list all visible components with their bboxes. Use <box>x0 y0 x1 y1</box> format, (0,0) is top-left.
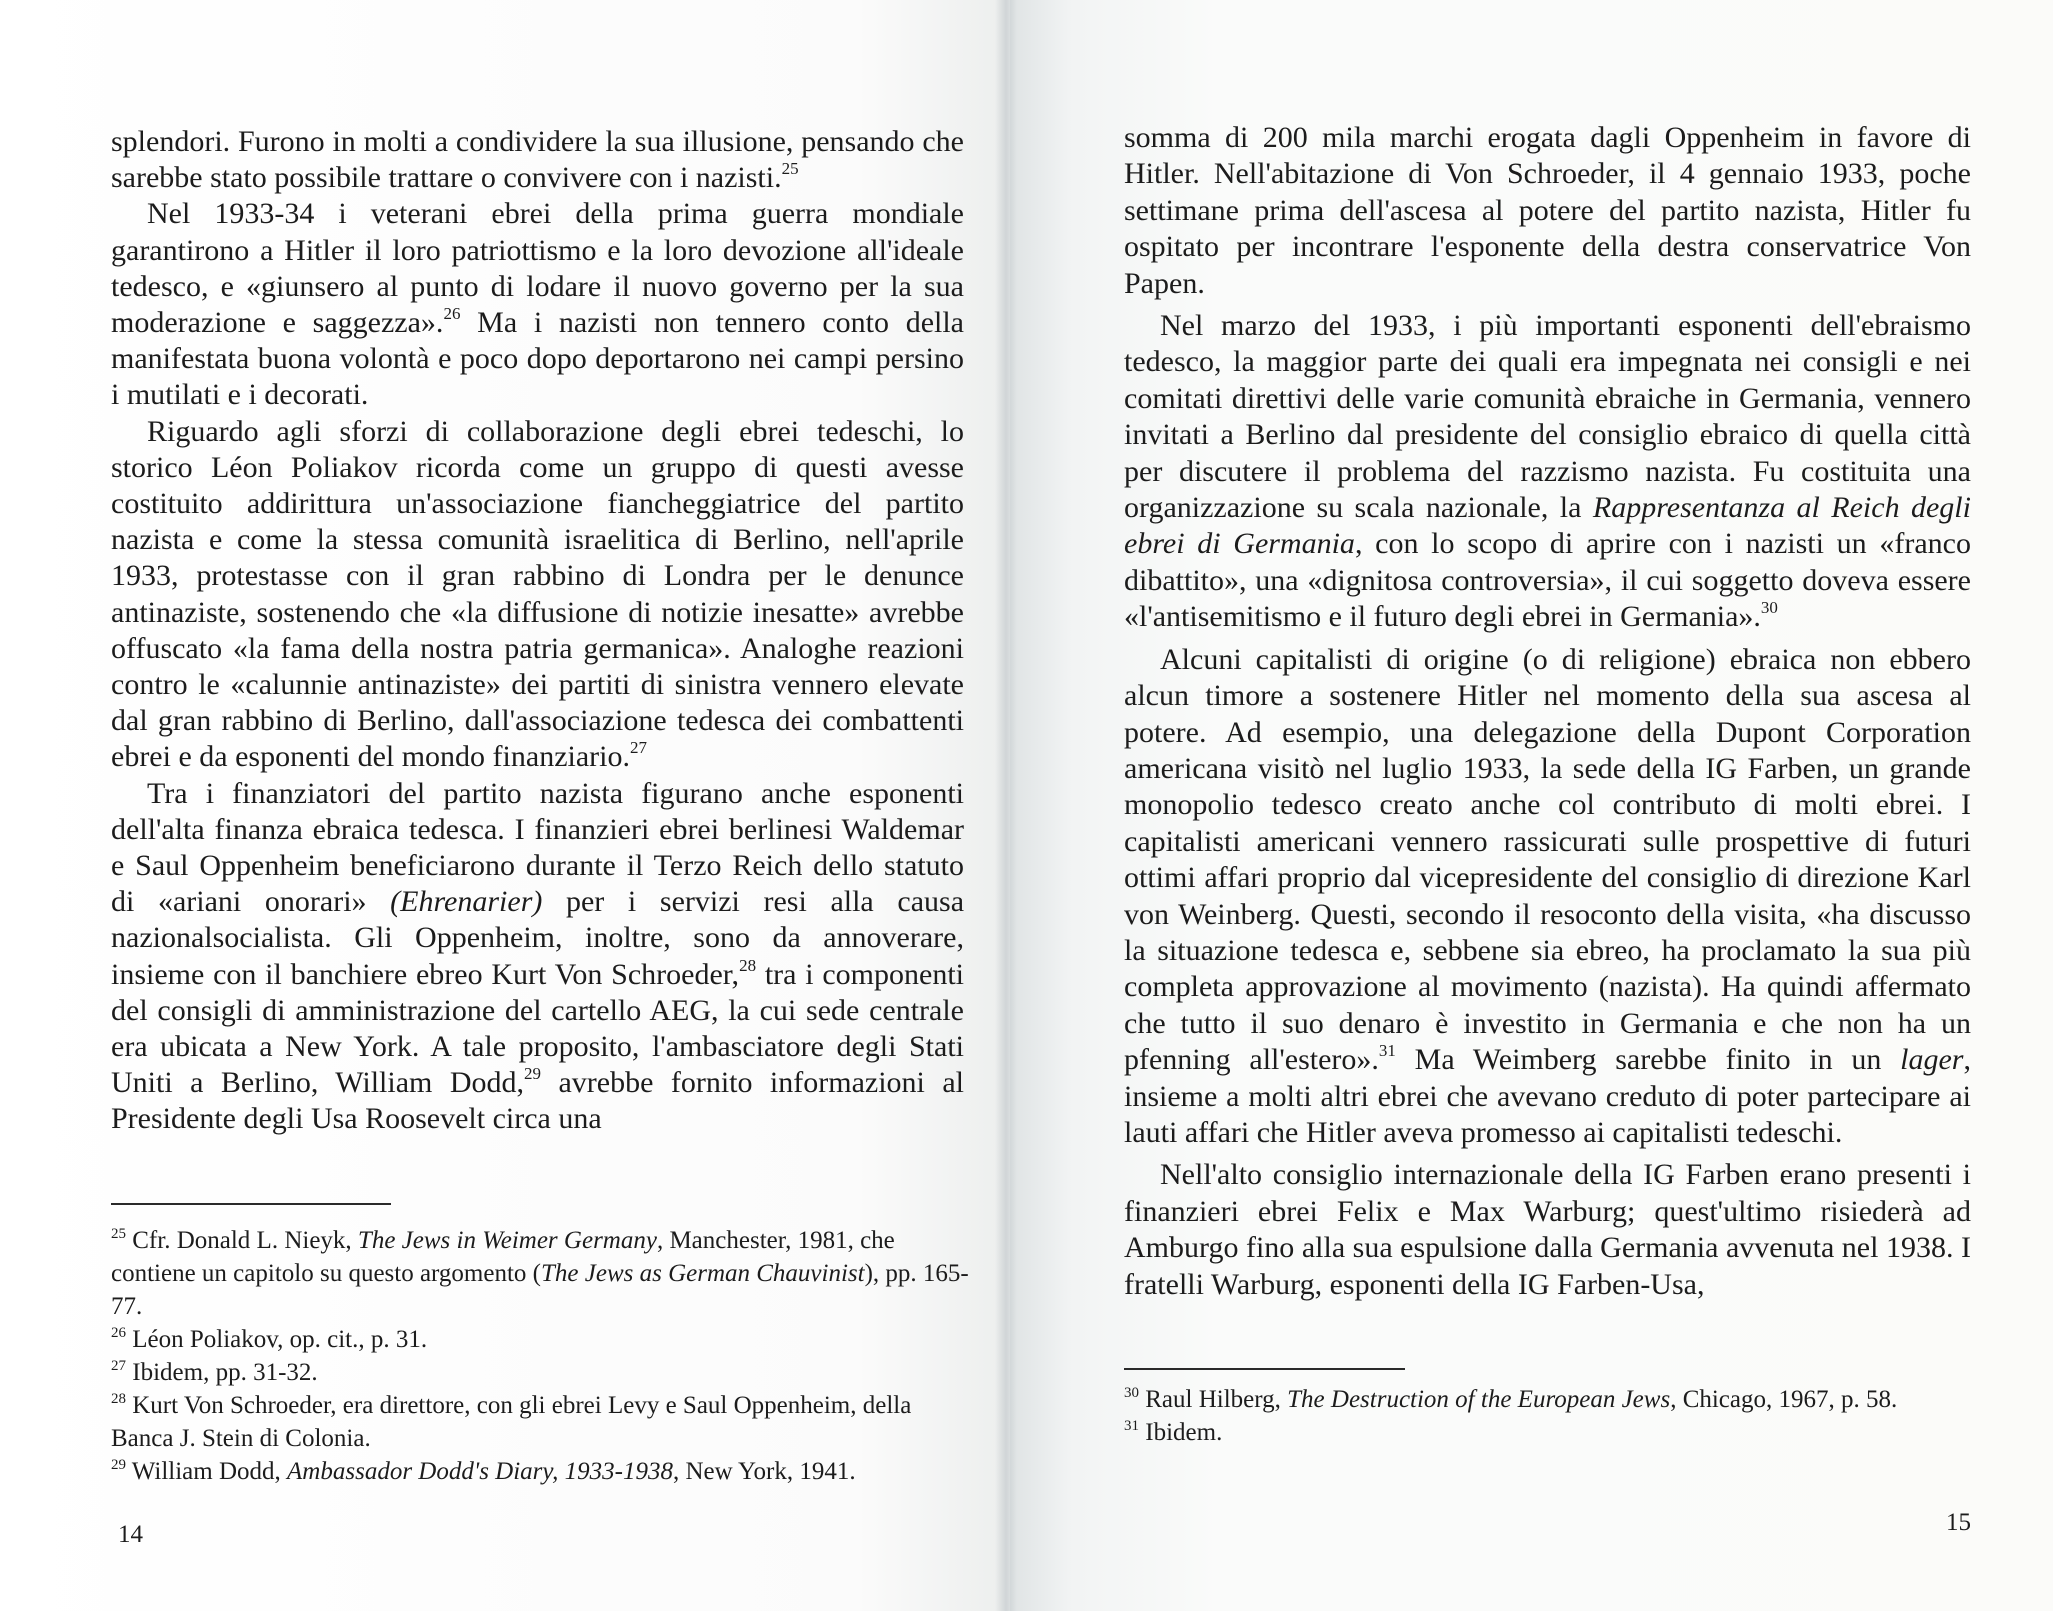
text-run: , insieme a molti altri ebrei che avevano creduto di poter partecipare ai lauti affari che Hitler aveva promesso ai capitalisti tedeschi. <box>1124 1043 1971 1149</box>
italic-run: Ambassador Dodd's Diary, 1933-1938 <box>287 1458 673 1485</box>
footnote-ref-25: 25 <box>111 1226 126 1242</box>
text-run: , Chicago, 1967, p. 58. <box>1670 1386 1898 1413</box>
text-run: Riguardo agli sforzi di collaborazione degli ebrei tedeschi, lo storico Léon Poliakov ricorda come un gruppo di questi avesse costituito addirittura un'associazione fiancheggiatrice del partito nazista e come la stessa comunità israelitica di Berlino, nell'aprile 1933, protestasse con il gran rabbino di Londra per le denunce antinaziste, sostenendo che «la diffusione di notizie inesatte» avrebbe offuscato «la fama della nostra patria germanica». Analoghe reazioni contro le «calunnie antinaziste» dei partiti di sinistra vennero elevate dal gran rabbino di Berlino, dall'associazione tedesca dei combattenti ebrei e da esponenti del mondo finanziario. <box>111 414 964 774</box>
right-paragraph-3 <box>1124 642 1971 1152</box>
text-run: Kurt Von Schroeder, era direttore, con gli ebrei Levy e Saul Oppenheim, della Banca J. Stein di Colonia. <box>111 1392 912 1452</box>
text-run: , con lo scopo di aprire con i nazisti un «franco dibattito», una «dignitosa controversia», il cui soggetto doveva essere «l'antisemitismo e il futuro degli ebrei in Germania». <box>1124 527 1971 634</box>
right-paragraph-4 <box>1124 1157 1971 1303</box>
footnote-ref-30: 30 <box>1124 1385 1139 1401</box>
footnote-27 <box>111 1356 971 1389</box>
text-run: , New York, 1941. <box>672 1458 856 1485</box>
text-run: Ma i nazisti non tennero conto della manifestata buona volontà e poco dopo deportarono nei campi persino i mutilati e i decorati. <box>111 306 964 412</box>
text-run: Raul Hilberg, <box>1139 1386 1288 1413</box>
left-page-body <box>111 124 964 1138</box>
text-run: Nel 1933-34 i veterani ebrei della prima guerra mondiale garantirono a Hitler il loro patriottismo e la loro devozione all'ideale tedesco, e «giunsero al punto di lodare il nuovo governo per la sua moderazione e saggezza». <box>111 197 964 340</box>
footnote-ref-25: 25 <box>781 159 799 179</box>
footnote-ref-31: 31 <box>1124 1418 1139 1434</box>
footnote-ref-30: 30 <box>1760 598 1778 618</box>
text-run: Léon Poliakov, op. cit., p. 31. <box>126 1326 428 1353</box>
text-run: Ibidem. <box>1139 1419 1223 1446</box>
footnote-ref-28: 28 <box>739 955 757 975</box>
page-number-left: 14 <box>118 1521 143 1548</box>
left-paragraph-3 <box>111 414 964 776</box>
text-run: somma di 200 mila marchi erogata dagli Oppenheim in favore di Hitler. Nell'abitazione di Von Schroeder, il 4 gennaio 1933, poche settimane prima dell'ascesa al potere del partito nazista, Hitler fu ospitato per incontrare l'esponente della destra conservatrice Von Papen. <box>1124 121 1971 300</box>
left-footnotes <box>111 1224 971 1488</box>
text-run: Cfr. Donald L. Nieyk, <box>126 1227 358 1254</box>
left-paragraph-1 <box>111 124 964 196</box>
text-run: William Dodd, <box>126 1458 288 1485</box>
left-page <box>0 0 1010 1611</box>
text-run: Nell'alto consiglio internazionale della IG Farben erano presenti i finanzieri ebrei Felix e Max Warburg; quest'ultimo risiederà ad Amburgo fino alla sua espulsione dalla Germania avvenuta nel 1938. I fratelli Warburg, esponenti della IG Farben-Usa, <box>1124 1158 1971 1301</box>
right-paragraph-2 <box>1124 308 1971 636</box>
text-run: Nel marzo del 1933, i più importanti esponenti dell'ebraismo tedesco, la maggior parte dei quali era impegnata nei consigli e nei comitati direttivi delle varie comunità ebraiche in Germania, vennero invitati a Berlino dal presidente del consiglio ebraico di quella città per discutere il problema del razzismo nazista. Fu costituita una organizzazione su scala nazionale, la <box>1124 309 1971 525</box>
text-run: per i servizi resi alla causa nazionalsocialista. Gli Oppenheim, inoltre, sono da annoverare, insieme con il banchiere ebreo Kurt Von Schroeder, <box>111 885 965 991</box>
book-gutter <box>995 0 1017 1611</box>
footnote-30 <box>1124 1383 1984 1416</box>
italic-run: Rappresentanza al Reich degli ebrei di Germania <box>1124 491 1971 561</box>
left-footnote-divider <box>111 1203 391 1205</box>
footnote-28 <box>111 1389 971 1455</box>
right-page-body <box>1124 120 1971 1303</box>
text-run: tra i componenti del consigli di amministrazione del cartello AEG, la cui sede centrale era ubicata a New York. A tale proposito, l'ambasciatore degli Stati Uniti a Berlino, William Dodd, <box>111 957 964 1100</box>
italic-run: lager <box>1900 1043 1964 1077</box>
footnote-ref-28: 28 <box>111 1391 126 1407</box>
right-paragraph-1 <box>1124 120 1971 302</box>
text-run: Ma Weimberg sarebbe finito in un <box>1395 1043 1901 1077</box>
footnote-ref-27: 27 <box>629 738 647 758</box>
footnote-ref-29: 29 <box>524 1064 541 1084</box>
italic-run: The Destruction of the European Jews <box>1287 1386 1671 1413</box>
text-run: , Manchester, 1981, che contiene un capitolo su questo argomento ( <box>111 1227 895 1287</box>
footnote-ref-29: 29 <box>111 1457 126 1473</box>
footnote-31 <box>1124 1416 1984 1449</box>
right-footnotes <box>1124 1383 1984 1449</box>
text-run: avrebbe fornito informazioni al Presidente degli Usa Roosevelt circa una <box>111 1066 964 1136</box>
page-number-right: 15 <box>1946 1509 1971 1536</box>
left-paragraph-4 <box>111 776 964 1138</box>
text-run: Tra i finanziatori del partito nazista figurano anche esponenti dell'alta finanza ebraica tedesca. I finanzieri ebrei berlinesi Waldemar e Saul Oppenheim beneficiarono durante il Terzo Reich dello statuto di «ariani onorari» <box>111 776 964 919</box>
italic-run: The Jews in Weimer Germany <box>357 1227 657 1254</box>
footnote-29 <box>111 1455 971 1488</box>
text-run: ), pp. 165-77. <box>111 1260 969 1320</box>
footnote-ref-31: 31 <box>1378 1041 1396 1061</box>
footnote-ref-26: 26 <box>443 304 461 324</box>
text-run: Alcuni capitalisti di origine (o di religione) ebraica non ebbero alcun timore a sostenere Hitler nel momento della sua ascesa al potere. Ad esempio, una delegazione della Dupont Corporation americana visitò nel luglio 1933, la sede della IG Farben, un grande monopolio tedesco creato anche col contributo di molti ebrei. I capitalisti americani vennero rassicurati sulle prospettive di futuri ottimi affari proprio dal vicepresidente del consiglio di direzione Karl von Weinberg. Questi, secondo il resoconto della visita, «ha discusso la situazione tedesca e, sebbene sia ebreo, ha proclamato la sua più completa approvazione al movimento (nazista). Ha quindi affermato che tutto il suo denaro è investito in Germania e che non ha un pfenning all'estero». <box>1124 642 1971 1077</box>
footnote-26 <box>111 1323 971 1356</box>
italic-run: (Ehrenarier) <box>390 885 543 919</box>
footnote-ref-26: 26 <box>111 1325 126 1341</box>
italic-run: The Jews as German Chauvinist <box>541 1260 865 1287</box>
footnote-25 <box>111 1224 971 1323</box>
footnote-ref-27: 27 <box>111 1358 126 1374</box>
text-run: Ibidem, pp. 31-32. <box>126 1359 318 1386</box>
right-footnote-divider <box>1124 1368 1405 1370</box>
left-paragraph-2 <box>111 196 964 413</box>
text-run: splendori. Furono in molti a condividere la sua illusione, pensando che sarebbe stato possibile trattare o convivere con i nazisti. <box>111 125 964 195</box>
